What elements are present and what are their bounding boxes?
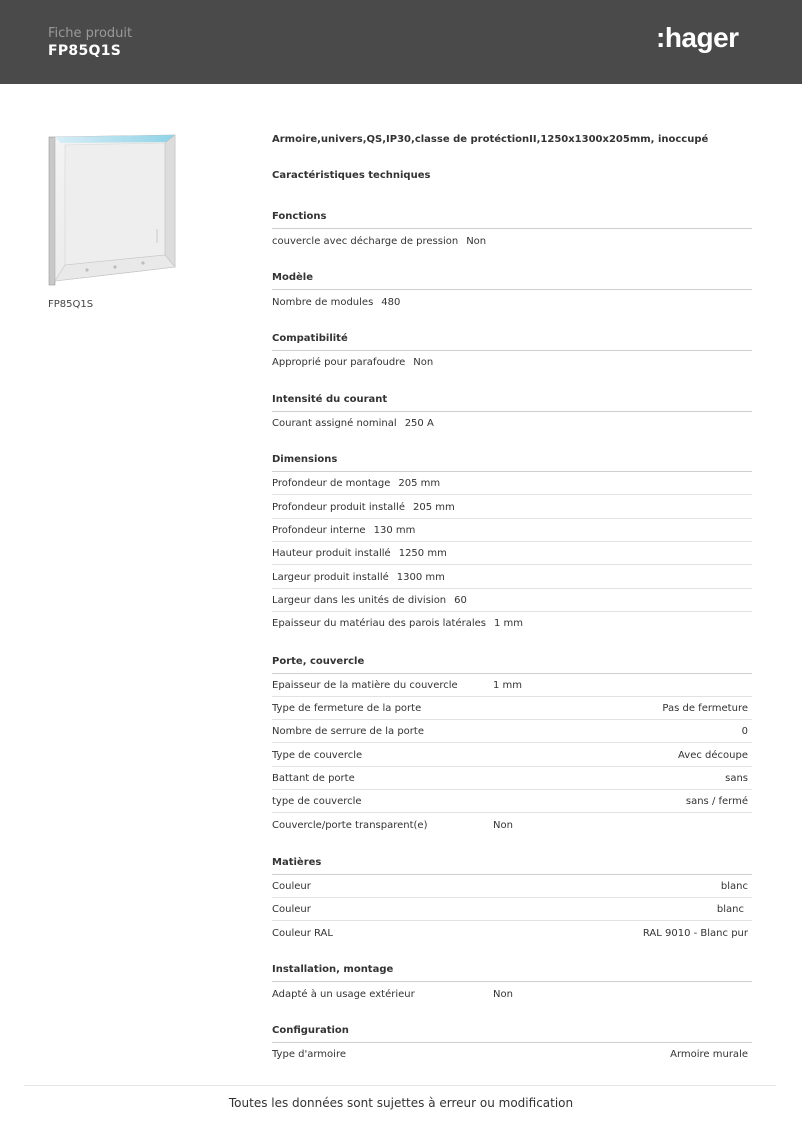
spec-label: Couleur (272, 881, 311, 892)
spec-label: Battant de porte (272, 773, 355, 784)
header-subtitle: Fiche produit (48, 26, 133, 41)
section-title-installation: Installation, montage (272, 958, 752, 982)
image-caption: FP85Q1S (48, 299, 94, 310)
spec-label: Nombre de serrure de la porte (272, 726, 424, 737)
spec-label: Profondeur produit installé (272, 502, 405, 513)
spec-value: sans (725, 773, 748, 784)
product-description: Armoire,univers,QS,IP30,classe de protéctionII,1250x1300x205mm, inoccupé (272, 134, 709, 145)
spec-value: 250 A (404, 418, 434, 429)
section-title-intensite: Intensité du courant (272, 388, 752, 412)
section-title-modele: Modèle (272, 266, 752, 290)
spec-value: 130 mm (373, 525, 416, 536)
spec-value: sans / fermé (685, 796, 748, 807)
spec-label: Adapté à un usage extérieur (272, 989, 415, 1000)
spec-row (272, 612, 752, 635)
spec-label: Couleur (272, 904, 311, 915)
spec-row (272, 412, 752, 435)
spec-value: Avec découpe (678, 750, 748, 761)
spec-value: 205 mm (398, 478, 441, 489)
spec-row (272, 744, 752, 767)
spec-value: 205 mm (412, 502, 455, 513)
footer-disclaimer: Toutes les données sont sujettes à erreur ou modification (228, 1096, 574, 1110)
spec-row (272, 674, 752, 697)
spec-value: 1250 mm (398, 548, 447, 559)
spec-row (272, 767, 752, 790)
section-title-compatibilite: Compatibilité (272, 327, 752, 351)
spec-row (272, 566, 752, 589)
spec-value: 480 (381, 297, 401, 308)
spec-label: Largeur dans les unités de division (272, 595, 447, 606)
spec-value: 1300 mm (396, 572, 445, 583)
spec-label: Largeur produit installé (272, 572, 389, 583)
product-image (47, 133, 178, 287)
page-header (0, 0, 802, 84)
spec-row (272, 519, 752, 542)
spec-row (272, 1043, 752, 1066)
spec-row (272, 983, 752, 1006)
spec-label: Type de fermeture de la porte (272, 703, 422, 714)
spec-row (272, 790, 752, 813)
section-title-matieres: Matières (272, 851, 752, 875)
spec-label: Epaisseur de la matière du couvercle (272, 680, 458, 691)
spec-label: Nombre de modules (272, 297, 374, 308)
spec-row (272, 922, 752, 945)
spec-row (272, 697, 752, 720)
section-title-configuration: Configuration (272, 1019, 752, 1043)
spec-row (272, 589, 752, 612)
spec-label: type de couvercle (272, 796, 362, 807)
spec-value: Non (493, 820, 513, 831)
spec-value: Non (466, 236, 487, 247)
section-title-fonctions: Fonctions (272, 205, 752, 229)
spec-value: blanc (720, 881, 748, 892)
section-title-porte: Porte, couvercle (272, 650, 752, 674)
spec-value: Armoire murale (670, 1049, 748, 1060)
spec-row (272, 230, 752, 253)
spec-label: Couvercle/porte transparent(e) (272, 820, 428, 831)
spec-row (272, 291, 752, 314)
spec-row (272, 542, 752, 565)
spec-label: couvercle avec décharge de pression (272, 236, 459, 247)
spec-row (272, 814, 752, 837)
spec-label: Courant assigné nominal (272, 418, 397, 429)
hager-logo: :hager (656, 22, 739, 53)
spec-label: Approprié pour parafoudre (272, 357, 406, 368)
spec-value: 1 mm (493, 680, 523, 691)
spec-row (272, 496, 752, 519)
footer-divider (24, 1085, 776, 1086)
spec-label: Couleur RAL (272, 928, 333, 939)
spec-value: RAL 9010 - Blanc pur (642, 928, 748, 939)
spec-label: Profondeur interne (272, 525, 366, 536)
spec-label: Hauteur produit installé (272, 548, 391, 559)
spec-label: Epaisseur du matériau des parois latérales (272, 618, 487, 629)
spec-value: 60 (454, 595, 467, 606)
spec-value: 1 mm (494, 618, 524, 629)
spec-row (272, 875, 752, 898)
spec-row (272, 720, 752, 743)
spec-row (272, 351, 752, 374)
spec-row (272, 898, 752, 921)
spec-value: 0 (741, 726, 748, 737)
section-title-dimensions: Dimensions (272, 448, 752, 472)
spec-label: Type d'armoire (272, 1049, 346, 1060)
spec-value: Non (413, 357, 434, 368)
tech-characteristics-heading: Caractéristiques techniques (272, 170, 431, 181)
spec-label: Profondeur de montage (272, 478, 391, 489)
spec-value: Pas de fermeture (662, 703, 748, 714)
spec-value: Non (493, 989, 513, 1000)
header-title: FP85Q1S (48, 43, 122, 59)
spec-value: blanc (716, 904, 744, 915)
spec-row (272, 472, 752, 495)
spec-label: Type de couvercle (272, 750, 363, 761)
